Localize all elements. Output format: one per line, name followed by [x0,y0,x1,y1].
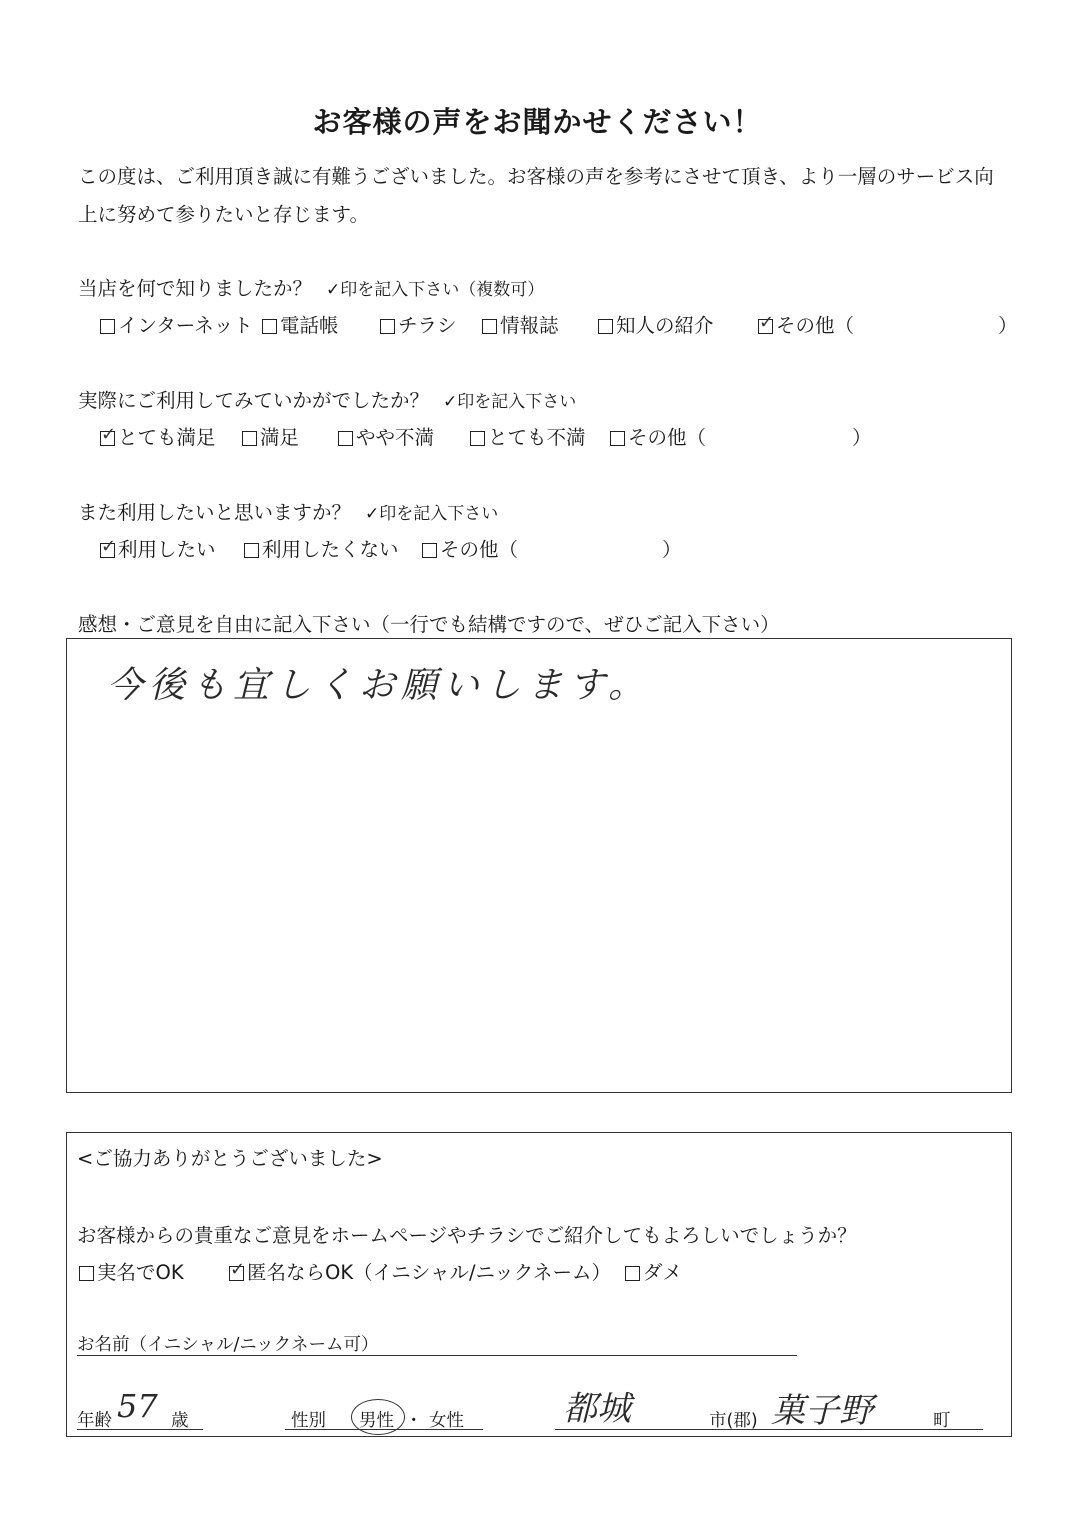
publish-question: お客様からの貴重なご意見をホームページやチラシでご紹介してもよろしいでしょうか？ [77,1224,857,1247]
q2-option-somewhat-dissatisfied[interactable]: やや不満 [338,422,434,450]
checkbox-icon[interactable] [79,1266,94,1281]
question-2-text: 実際にご利用してみていかがでしたか？ [78,389,430,412]
q1-close-paren: ） [998,314,1018,337]
question-1-text: 当店を何で知りましたか？ [78,277,313,300]
checked-checkbox-icon[interactable] [100,543,115,558]
gender-male[interactable]: 男性 [359,1411,394,1431]
checkbox-icon[interactable] [598,319,613,334]
q3-option-other[interactable]: その他（ [422,534,518,562]
q1-option-magazine[interactable]: 情報誌 [482,310,559,338]
age-value: 57 [117,1387,158,1425]
gender-female[interactable]: 女性 [429,1411,464,1431]
checkbox-icon[interactable] [244,543,259,558]
checkbox-icon[interactable] [100,319,115,334]
checkbox-icon[interactable] [610,431,625,446]
q1-option-flyer[interactable]: チラシ [380,310,457,338]
checkbox-icon[interactable] [422,543,437,558]
town-label: 町 [933,1411,951,1431]
question-3-hint: ✓印を記入下さい [365,504,499,524]
q1-option-other[interactable]: ✓ その他（ [758,310,854,338]
intro-text: この度は、ご利用頂き誠に有難うございました。お客様の声を参考にさせて頂き、より一層のサービス向上に努めて参りたいと存じます。 [78,165,994,226]
publish-option-anonymous[interactable]: ✓ 匿名ならOK（イニシャル/ニックネーム） [229,1257,611,1285]
checked-checkbox-icon[interactable] [229,1266,244,1281]
question-1-hint: ✓印を記入下さい（複数可） [326,280,545,300]
publish-option-real-name[interactable]: 実名でOK [79,1257,184,1285]
checkbox-icon[interactable] [470,431,485,446]
gender-separator: ・ [405,1411,423,1431]
address-underline[interactable] [555,1429,983,1430]
thanks-text: <ご協力ありがとうございました> [77,1147,383,1170]
checked-checkbox-icon[interactable] [758,319,773,334]
checked-checkbox-icon[interactable] [100,431,115,446]
name-label: お名前（イニシャル/ニックネーム可） [77,1335,379,1355]
q2-option-very-dissatisfied[interactable]: とても不満 [470,422,586,450]
q1-option-phonebook[interactable]: 電話帳 [262,310,339,338]
age-unit: 歳 [171,1411,189,1431]
q2-option-very-satisfied[interactable]: ✓とても満足 [100,422,216,450]
age-label: 年齢 [77,1411,112,1431]
q3-close-paren: ） [662,538,682,561]
checkbox-icon[interactable] [482,319,497,334]
consent-box [66,1132,1012,1437]
q3-option-no[interactable]: 利用したくない [244,534,399,562]
question-2-hint: ✓印を記入下さい [443,392,577,412]
name-underline[interactable] [77,1355,797,1356]
comments-box[interactable] [66,638,1012,1093]
q2-option-satisfied[interactable]: 満足 [242,422,299,450]
checkbox-icon[interactable] [338,431,353,446]
question-2 [78,385,576,413]
town-value: 菓子野 [771,1391,873,1431]
q2-close-paren: ） [852,426,872,449]
q1-option-referral[interactable]: 知人の紹介 [598,310,714,338]
gender-underline [285,1429,483,1430]
gender-label: 性別 [291,1411,326,1431]
q1-option-internet[interactable]: インターネット [100,310,253,338]
age-underline[interactable] [77,1429,203,1430]
q3-option-yes[interactable]: ✓利用したい [100,534,216,562]
page-title: お客様の声をお聞かせください！ [312,105,763,139]
handwritten-comment: 今後も宜しくお願いします。 [107,665,651,706]
checkbox-icon[interactable] [625,1266,640,1281]
publish-option-no[interactable]: ダメ [625,1257,682,1285]
city-value: 都城 [563,1389,631,1429]
city-label: 市(郡) [709,1411,758,1431]
checkbox-icon[interactable] [242,431,257,446]
question-3 [78,497,498,525]
comments-label: 感想・ご意見を自由に記入下さい（一行でも結構ですので、ぜひご記入下さい） [78,613,780,636]
question-3-text: また利用したいと思いますか？ [78,501,352,524]
checkbox-icon[interactable] [380,319,395,334]
q2-option-other[interactable]: その他（ [610,422,706,450]
checkbox-icon[interactable] [262,319,277,334]
question-1 [78,273,544,301]
